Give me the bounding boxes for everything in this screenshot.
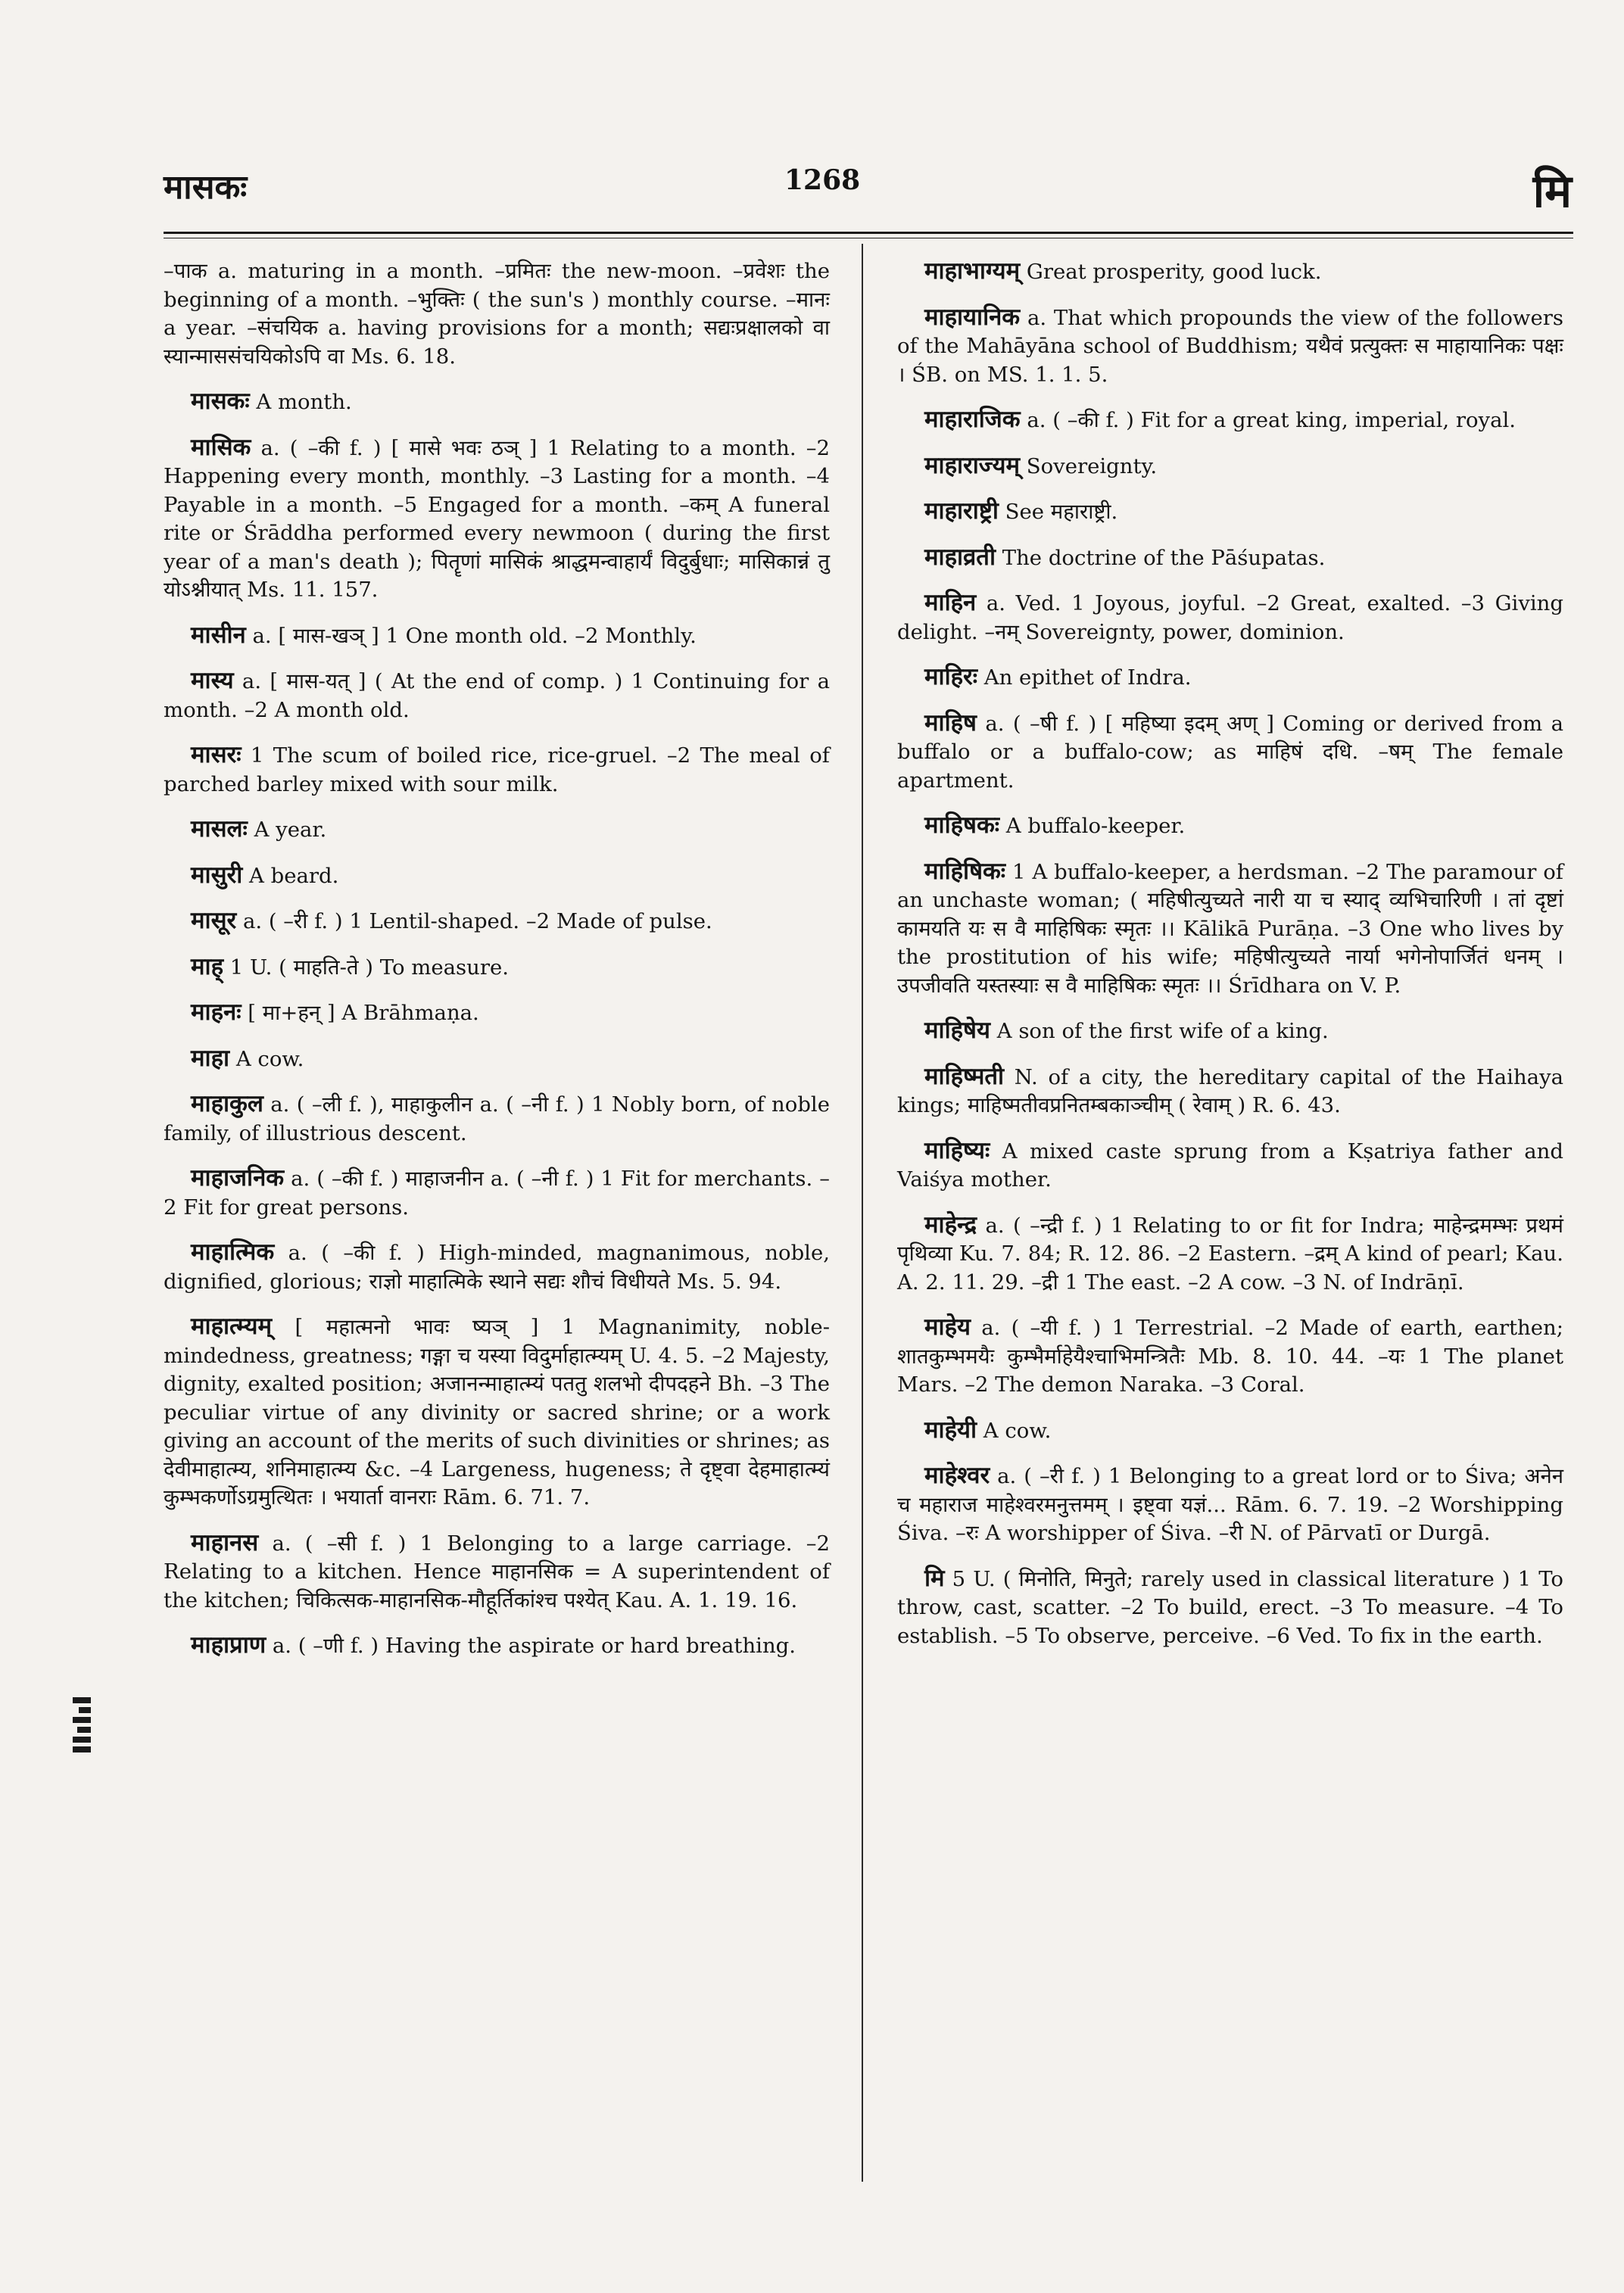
entry-definition: A buffalo-keeper.: [1005, 814, 1186, 838]
dictionary-entry: [897, 663, 1563, 693]
page-header: [164, 163, 1572, 223]
entry-headword: माहिषिकः: [924, 857, 1006, 885]
entry-definition: a. ( –की f. ) [ मासे भवः ठञ् ] 1 Relating to a month. –2 Happening every month, monthly. –3 Lasting for a month. –4 Payable in a month. –5 Engaged for a month. –कम् A funeral rite or Śrāddha performed every newmoon ( during the first year of a man's death ); पितॄणां मासिकं श्राद्धमन्वाहार्यं विदुर्बुधाः; मासिकान्नं तु योऽश्नीयात् Ms. 11. 157.: [164, 435, 830, 602]
dictionary-entry: [164, 257, 830, 371]
dictionary-entry: [897, 1565, 1563, 1651]
entry-definition: a. [ मास-खञ् ] 1 One month old. –2 Monthly.: [252, 623, 697, 648]
entry-definition: a. ( –री f. ) 1 Lentil-shaped. –2 Made of pulse.: [242, 909, 712, 933]
dictionary-entry: [164, 953, 830, 983]
entry-definition: 5 U. ( मिनोति, मिनुते; rarely used in classical literature ) 1 To throw, cast, scatter. –2 To build, erect. –3 To measure. –4 To establish. –5 To observe, perceive. –6 Ved. To fix in the earth.: [897, 1566, 1563, 1648]
entry-definition: A son of the first wife of a king.: [996, 1019, 1329, 1043]
dictionary-entry: [164, 434, 830, 605]
left-running-headword: मासकः: [164, 168, 248, 207]
dictionary-entry: [164, 861, 830, 891]
dictionary-entry: [897, 497, 1563, 527]
entry-headword: माहायानिक: [924, 303, 1021, 331]
entry-headword: माहानस: [191, 1528, 259, 1556]
column-divider: [862, 244, 863, 2182]
entry-definition: a. Ved. 1 Joyous, joyful. –2 Great, exalted. –3 Giving delight. –नम् Sovereignty, power, dominion.: [897, 591, 1563, 644]
entry-headword: माहनः: [191, 999, 242, 1026]
dictionary-entry: [164, 1238, 830, 1296]
entry-definition: a. ( –न्द्री f. ) 1 Relating to or fit for Indra; माहेन्द्रमम्भः प्रथमं पृथिव्या Ku. 7. 84; R. 12. 86. –2 Eastern. –द्रम् A kind of pearl; Kau. A. 2. 11. 29. –द्री 1 The east. –2 A cow. –3 N. of Indrāṇī.: [897, 1213, 1564, 1294]
right-column: [897, 257, 1563, 1667]
entry-definition: a. [ मास-यत् ] ( At the end of comp. ) 1 Continuing for a month. –2 A month old.: [164, 669, 830, 722]
entry-definition: A month.: [256, 390, 352, 414]
entry-definition: A year.: [254, 818, 327, 842]
entry-definition: a. ( –सी f. ) 1 Belonging to a large carriage. –2 Relating to a kitchen. Hence माहानसिक = A superintendent of the kitchen; चिकित्सक-माहानसिक-मौहूर्तिकांश्च पश्येत् Kau. A. 1. 19. 16.: [164, 1531, 830, 1612]
entry-definition: An epithet of Indra.: [983, 665, 1192, 690]
dictionary-entry: [164, 388, 830, 417]
dictionary-entry: [164, 1090, 830, 1148]
dictionary-entry: [897, 257, 1563, 287]
entry-headword: मासुरी: [191, 861, 243, 889]
entry-definition: Great prosperity, good luck.: [1026, 260, 1322, 284]
entry-definition: a. ( –की f. ) माहाजनीन a. ( –नी f. ) 1 Fit for merchants. –2 Fit for great persons.: [164, 1167, 830, 1220]
entry-definition: a. That which propounds the view of the followers of the Mahāyāna school of Buddhism; यथैवं प्रत्युक्तः स माहायानिकः पक्षः । ŚB. on MS. 1. 1. 5.: [897, 305, 1563, 387]
dictionary-entry: [897, 304, 1563, 390]
entry-definition: a. ( –णी f. ) Having the aspirate or hard breathing.: [272, 1634, 796, 1658]
entry-headword: मासिक: [191, 433, 251, 461]
entry-headword: माहाकुल: [191, 1090, 263, 1117]
dictionary-entry: [897, 406, 1563, 435]
dictionary-entry: [897, 812, 1563, 841]
dictionary-entry: [897, 1211, 1563, 1298]
entry-definition: A cow.: [235, 1046, 304, 1071]
entry-headword: माहेय: [924, 1313, 971, 1341]
entry-definition: The doctrine of the Pāśupatas.: [1002, 545, 1326, 570]
entry-headword: माहात्मिक: [191, 1238, 275, 1266]
dictionary-entry: [164, 1529, 830, 1615]
entry-definition: a. ( –री f. ) 1 Belonging to a great lord or to Śiva; अनेन च महाराज माहेश्वरमनुत्तमम् । इष्ट्वा यज्ञं... Rām. 6. 7. 19. –2 Worshipping Śiva. –रः A worshipper of Śiva. –री N. of Pārvatī or Durgā.: [897, 1464, 1563, 1545]
entry-headword: माहाव्रती: [924, 543, 996, 571]
dictionary-entry: [897, 709, 1563, 796]
entry-headword: माहेन्द्र: [924, 1210, 977, 1238]
dictionary-entry: [897, 1063, 1563, 1120]
entry-headword: माहिष्मती: [924, 1062, 1005, 1090]
entry-headword: माहिषेय: [924, 1017, 990, 1044]
dictionary-entry: [164, 741, 830, 799]
dictionary-entry: [897, 1313, 1563, 1400]
entry-headword: मासरः: [191, 741, 242, 768]
dictionary-entry: [164, 622, 830, 651]
entry-definition: a. ( –ली f. ), माहाकुलीन a. ( –नी f. ) 1 Nobly born, of noble family, of illustrious descent.: [164, 1092, 830, 1145]
entry-headword: माहेश्वर: [924, 1462, 990, 1489]
dictionary-entry: [897, 858, 1563, 1001]
entry-headword: माहाराज्यम्: [924, 451, 1021, 479]
dictionary-entry: [897, 1462, 1563, 1548]
entry-headword: माहिन: [924, 589, 977, 616]
dictionary-entry: [897, 589, 1563, 646]
entry-definition: 1 U. ( माहति-ते ) To measure.: [229, 955, 510, 980]
entry-headword: मासलः: [191, 815, 248, 843]
left-column: [164, 257, 830, 1678]
entry-headword: माहात्म्यम्: [191, 1313, 272, 1340]
entry-headword: माहाराजिक: [924, 406, 1021, 433]
dictionary-entry: [897, 1017, 1563, 1046]
entry-headword: माहिषकः: [924, 812, 1000, 839]
entry-definition: –पाक a. maturing in a month. –प्रमितः the new-moon. –प्रवेशः the beginning of a month. –भुक्तिः ( the sun's ) monthly course. –मानः a year. –संचयिक a. having provisions for a month; सद्यःप्रक्षालको वा स्यान्माससंचयिकोऽपि वा Ms. 6. 18.: [164, 259, 830, 369]
dictionary-entry: [897, 544, 1563, 573]
entry-definition: 1 A buffalo-keeper, a herdsman. –2 The paramour of an unchaste woman; ( महिषीत्युच्यते नारी या च स्याद् व्यभिचारिणी । तां दृष्टां कामयति यः स वै माहिषिकः स्मृतः ।। Kālikā Purāṇa. –3 One who lives by the prostitution of his wife; महिषीत्युच्यते नार्या भगेनोपार्जितं धनम् । उपजीवति यस्तस्याः स वै माहिषिकः स्मृतः ।। Śrīdhara on V. P.: [897, 859, 1563, 998]
header-rule: [164, 232, 1573, 234]
page-number: 1268: [784, 164, 861, 196]
dictionary-entry: [164, 1164, 830, 1222]
entry-definition: a. ( –की f. ) Fit for a great king, imperial, royal.: [1027, 408, 1516, 432]
dictionary-entry: [897, 1416, 1563, 1446]
entry-definition: See महाराष्ट्री.: [1005, 500, 1118, 524]
entry-headword: माहेयी: [924, 1416, 977, 1444]
entry-headword: माहा: [191, 1044, 230, 1072]
margin-thumb-index-mark: [73, 1697, 91, 1762]
entry-definition: 1 The scum of boiled rice, rice-gruel. –2 The meal of parched barley mixed with sour milk.: [164, 743, 830, 796]
entry-definition: a. ( –षी f. ) [ महिष्या इदम् अण् ] Coming or derived from a buffalo or a buffalo-cow; as माहिषं दधि. –षम् The female apartment.: [897, 711, 1563, 793]
dictionary-entry: [164, 1313, 830, 1513]
entry-headword: मासीन: [191, 621, 246, 649]
dictionary-entry: [897, 1137, 1563, 1195]
entry-headword: माहिरः: [924, 663, 977, 690]
entry-definition: [ महात्मनो भावः ष्यञ् ] 1 Magnanimity, noble-mindedness, greatness; गङ्गा च यस्या विदुर्माहात्म्यम् U. 4. 5. –2 Majesty, dignity, exalted position; अजानन्माहात्म्यं पततु शलभो दीपदहने Bh. –3 The peculiar virtue of any divinity or sacred shrine; or a work giving an account of the merits of such divinities or shrines; as देवीमाहात्म्य, शनिमाहात्म्य &c. –4 Largeness, hugeness; ते दृष्ट्वा देहमाहात्म्यं कुम्भकर्णोऽग्रमुत्थितः । भयार्ता वानराः Rām. 6. 71. 7.: [164, 1315, 830, 1509]
entry-headword: मासूर: [191, 907, 237, 934]
entry-definition: A mixed caste sprung from a Kṣatriya father and Vaiśya mother.: [897, 1139, 1563, 1192]
entry-headword: माह्: [191, 952, 224, 980]
entry-headword: माहाराष्ट्री: [924, 497, 999, 525]
entry-definition: N. of a city, the hereditary capital of the Haihaya kings; माहिष्मतीवप्रनितम्बकाञ्चीम् ( रेवाम् ) R. 6. 43.: [897, 1064, 1564, 1117]
entry-definition: A cow.: [983, 1418, 1052, 1443]
dictionary-entry: [164, 1631, 830, 1661]
dictionary-entry: [164, 999, 830, 1028]
entry-definition: A beard.: [248, 863, 339, 888]
dictionary-entry: [897, 452, 1563, 481]
entry-headword: माहिष: [924, 709, 977, 737]
entry-definition: Sovereignty.: [1026, 453, 1158, 478]
entry-headword: माहाजनिक: [191, 1164, 285, 1192]
entry-headword: मि: [924, 1564, 945, 1592]
right-running-headword: मि: [1532, 165, 1572, 218]
dictionary-entry: [164, 907, 830, 936]
dictionary-entry: [164, 815, 830, 845]
entry-headword: माहाभाग्यम्: [924, 257, 1021, 285]
entry-headword: मास्य: [191, 667, 234, 694]
entry-definition: a. ( –की f. ) High-minded, magnanimous, noble, dignified, glorious; राज्ञो माहात्मिके स्थाने सद्यः शौचं विधीयते Ms. 5. 94.: [164, 1241, 830, 1294]
entry-headword: माहिष्यः: [924, 1136, 990, 1164]
dictionary-entry: [164, 667, 830, 724]
entry-headword: माहाप्राण: [191, 1631, 267, 1659]
dictionary-entry: [164, 1045, 830, 1074]
entry-headword: मासकः: [191, 388, 250, 415]
entry-definition: a. ( –यी f. ) 1 Terrestrial. –2 Made of earth, earthen; शातकुम्भमयैः कुम्भैर्माहेयैश्चाभिमन्त्रितैः Mb. 8. 10. 44. –यः 1 The planet Mars. –2 The demon Naraka. –3 Coral.: [897, 1316, 1563, 1397]
entry-definition: [ मा+हन् ] A Brāhmaṇa.: [248, 1001, 479, 1025]
